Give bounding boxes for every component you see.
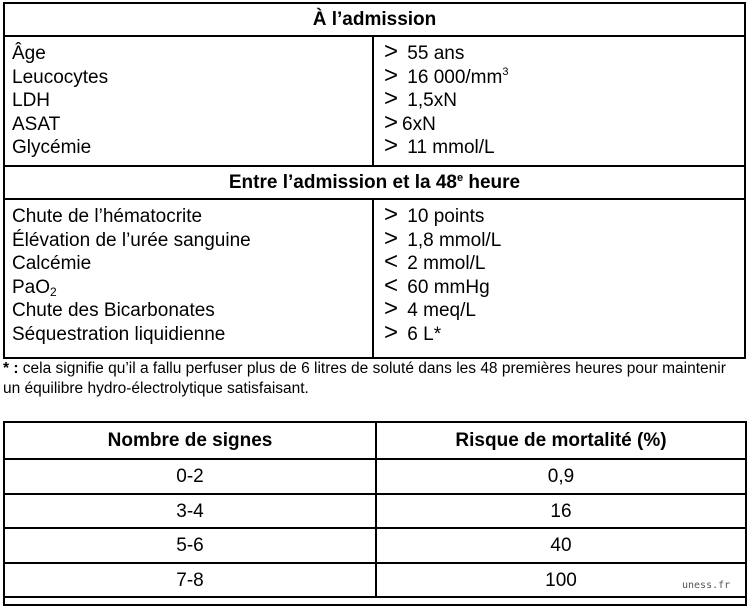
criterion-label: Chute de l’hématocrite [12,206,203,227]
mortality-table [3,421,747,606]
section-admission [5,37,744,167]
table-row [5,495,745,530]
criterion-label: Séquestration liquidienne [12,323,226,345]
criterion-value: < 2 mmol/L [384,248,486,275]
table-cell: 100 [545,569,577,591]
criterion-value: < 60 mmHg [384,271,490,299]
criterion-value: > 1,8 mmol/L [384,224,502,252]
criterion-label: Glycémie [12,137,92,158]
table-cell: 40 [550,535,572,556]
criterion-label: LDH [12,90,51,111]
table-cell: 16 [550,500,572,522]
criterion-value: > 16 $000/mm^3$ [384,61,509,89]
table-header-row [5,423,745,460]
watermark: uness.fr [682,580,731,591]
criteria-labels-column [5,37,374,165]
footnote-marker: * : [3,360,19,377]
criterion-label: Âge [12,43,46,64]
criteria-values-column [374,37,744,165]
section-header-48h: Entre l’admission et la 48e heure [5,167,744,200]
criterion-value: > 6 L* [384,318,442,346]
column-header: Risque de mortalité (%) [455,430,667,451]
table-cell: 0-2 [5,460,377,493]
table-cell: 0,9 [547,466,575,487]
criterion-label: Leucocytes [12,66,109,88]
criterion-label: PaO$_2$ [12,276,57,299]
column-header: Nombre de signes [5,423,377,458]
table-cell: 7-8 [5,564,377,597]
table-cell: 5-6 [5,529,377,562]
criterion-label: ASAT [12,113,61,135]
table-row [5,529,745,564]
criterion-label: Chute des Bicarbonates [12,300,215,321]
criterion-value: > 4 meq/L [384,295,476,322]
section-48h [5,200,744,358]
criterion-label: Calcémie [12,253,92,274]
criteria-values-column [374,200,744,358]
criteria-labels-column [5,200,374,358]
footnote [3,359,747,399]
criterion-value: > 1,5xN [384,85,457,112]
criterion-value: > 10 points [384,201,485,228]
table-row [5,564,745,599]
criterion-value: > 6xN [384,108,436,136]
criterion-value: > 55 ans [384,38,465,65]
table-cell: 3-4 [5,495,377,528]
criterion-label: Élévation de l’urée sanguine [12,229,251,251]
table-row [5,460,745,495]
section-header-admission: À l’admission [5,4,744,37]
criteria-table [3,2,746,359]
footnote-text: cela signifie qu’il a fallu perfuser plus de 6 litres de soluté dans les 48 premières heures pour maintenir un équilibre hydro-électrolytique satisfaisant. [3,360,726,397]
criterion-value: > 11 mmol/L [384,132,495,159]
